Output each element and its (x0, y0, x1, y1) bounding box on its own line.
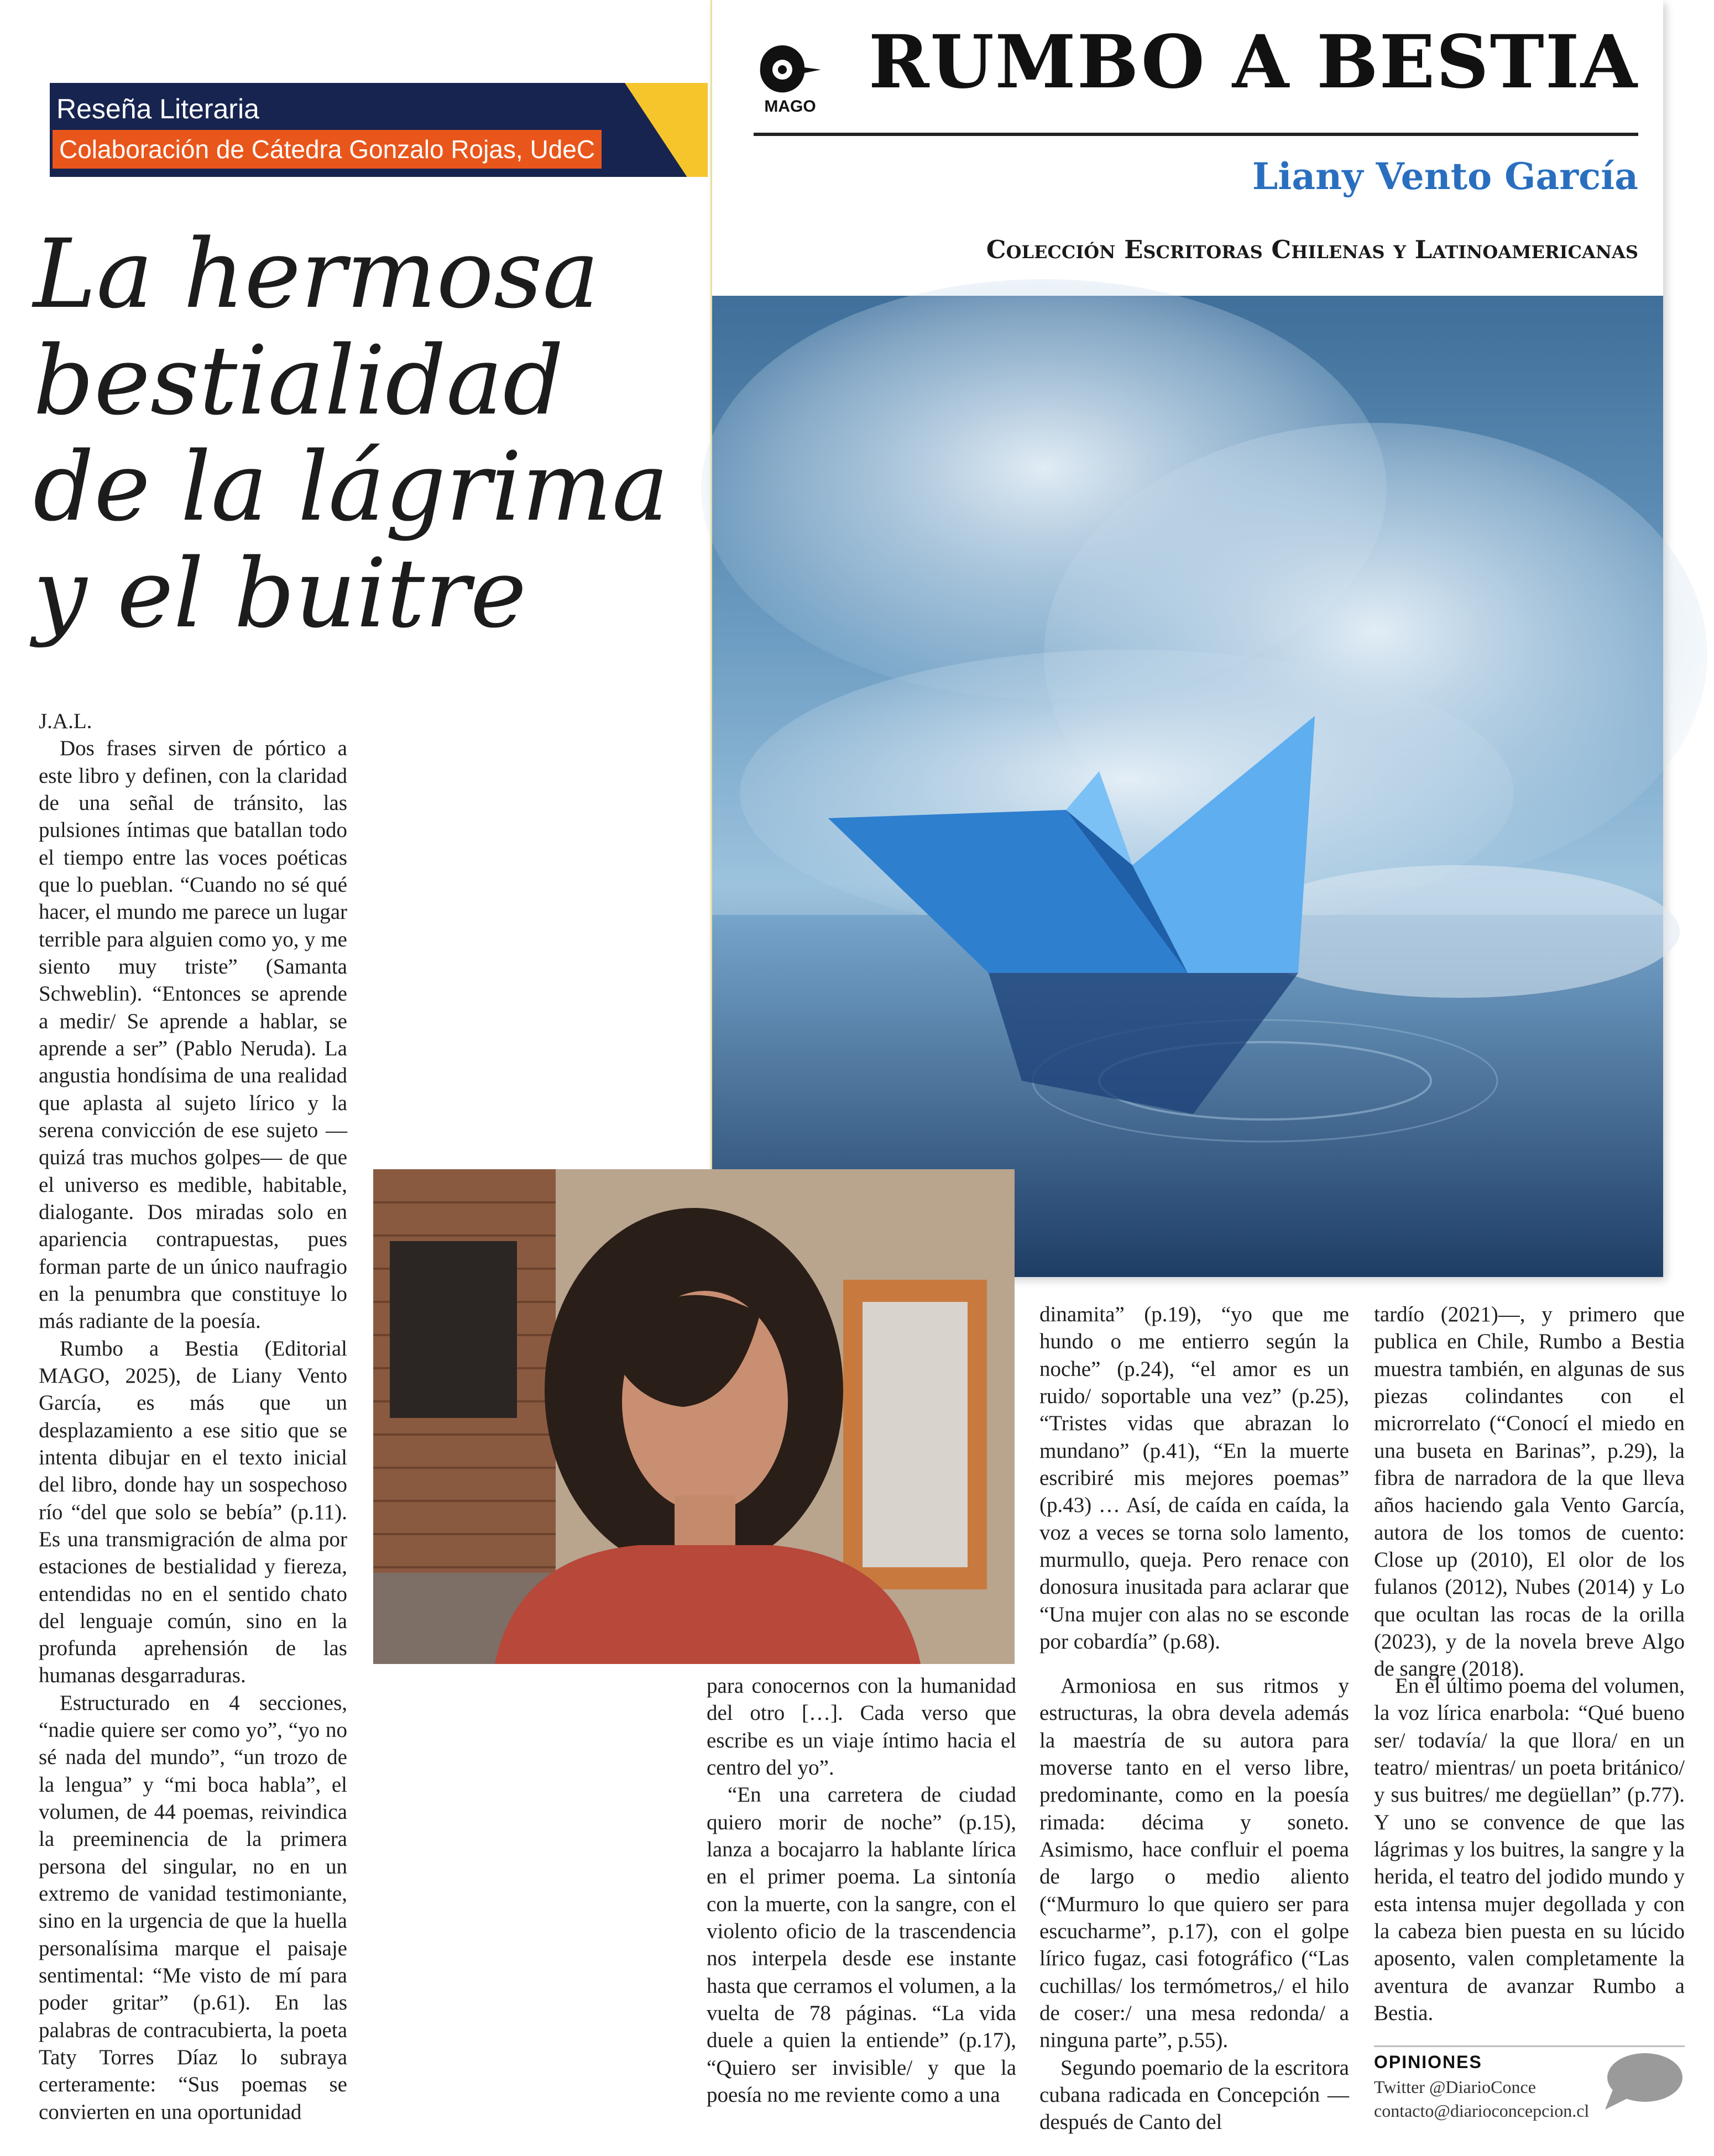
book-title: RUMBO A BESTIA (868, 19, 1638, 105)
article-column-4-top (1374, 1301, 1685, 1681)
publisher-logo (754, 39, 825, 116)
cover-divider (754, 133, 1638, 136)
article-paragraph: Segundo poemario de la escritora cubana radicada en Concepción —después de Canto del (1039, 2055, 1349, 2134)
headline-line-3: de la lágrima (33, 431, 669, 543)
footer-divider (1374, 2045, 1685, 2047)
opinions-label: OPINIONES (1374, 2052, 1482, 2072)
collaboration-label: Colaboración de Cátedra Gonzalo Rojas, UdeC (53, 130, 602, 169)
book-cover (710, 0, 1663, 1277)
article-paragraph: Dos frases sirven de pórtico a este libro y definen, con la claridad de una señal de tránsito, las pulsiones íntimas que batallan todo el tiempo entre las voces poéticas que lo pueblan. “Cuando no sé qué hacer, el mundo me parece un lugar terrible para alguien como yo, y me siento muy triste” (Samanta Schweblin). “Entonces se aprende a medir/ Se aprende a hablar, se aprende a ser” (Pablo Neruda). La angustia hondísima de una realidad que aplasta al sujeto lírico y la serena convicción de ese sujeto —quizá tras muchos golpes— de que el universo es medible, habitable, dialogante. Dos miradas solo en apariencia contrapuestas, pues forman parte de un único naufragio en la penumbra que constituye lo más radiante de la poesía. (39, 736, 347, 1333)
paper-boat-image (712, 296, 1663, 1277)
article-column-1 (39, 708, 347, 2134)
banner-yellow-accent (625, 83, 708, 177)
article-column-2 (707, 1672, 1016, 2137)
article-paragraph: para conocernos con la humanidad del otro […]. Cada verso que escribe es un viaje íntimo hacia el centro del yo”. (707, 1674, 1016, 1780)
article-paragraph: tardío (2021)—, y primero que publica en Chile, Rumbo a Bestia muestra también, en algunas de sus piezas colindantes con el microrrelato (“Conocí el miedo en una buseta en Barinas”, p.29), la fibra de narradora de la que lleva años haciendo gala Vento García, autora de los tomos de cuento: Close up (2010), El olor de los fulanos (2012), Nubes (2014) y Lo que ocultan las rocas de la orilla (2023), y de la novela breve Algo de sangre (2018). (1374, 1302, 1685, 1681)
article-headline (33, 218, 697, 649)
headline-line-2: bestialidad (33, 325, 564, 436)
twitter-handle[interactable]: Twitter @DiarioConce (1374, 2077, 1536, 2097)
section-label: Reseña Literaria (56, 93, 259, 124)
article-column-3-bottom (1039, 1672, 1349, 2137)
publisher-logo-text: MAGO (764, 97, 816, 116)
author-portrait-image (373, 1169, 1015, 1664)
article-paragraph: Rumbo a Bestia (Editorial MAGO, 2025), de Liany Vento García, es más que un desplazamiento a ese sitio que se intenta dibujar en el texto inicial del libro, donde hay un sospechoso río “del que solo se bebía” (p.11). Es una transmigración de alma por estaciones de bestialidad y fiereza, entendidas no en el sentido chato del lenguaje común, sino en la profunda aprehensión de las humanas desgarraduras. (39, 1336, 347, 1688)
article-paragraph: Armoniosa en sus ritmos y estructuras, la obra devela además la maestría de su autora para moverse tanto en el verso libre, predominante, como en la poesía rimada: décima y soneto. Asimismo, hace confluir el poema de largo o medio aliento (“Murmuro lo que quiero ser para escucharme”, p.17), con el golpe lírico fugaz, casi fotográfico (“Las cuchillas/ los termómetros,/ el hilo de coser:/ una mesa redonda/ a ninguna parte”, p.55). (1039, 1674, 1349, 2053)
article-paragraph: “En una carretera de ciudad quiero morir de noche” (p.15), lanza a bocajarro la hablante lírica en el primer poema. La sintonía con la muerte, con la sangre, con el violento oficio de la trascendencia nos interpela desde ese instante hasta que cerramos el volumen, a la vuelta de 78 páginas. “La vida duele a quien la entiende” (p.17), “Quiero ser invisible/ y que la poesía no me reviente como a una (707, 1783, 1016, 2107)
article-byline: J.A.L. (39, 709, 92, 733)
headline-line-1: La hermosa (33, 218, 599, 329)
article-column-4-bottom (1374, 1672, 1685, 2023)
article-paragraph: dinamita” (p.19), “yo que me hundo o me entierro según la noche” (p.24), “el amor es un ruido/ soportable una vez” (p.25), “Tristes vidas que abrazan lo mundano” (p.41), “En la muerte escribiré mis mejores poemas” (p.43) … Así, de caída en caída, la voz a veces se torna solo lamento, murmullo, queja. Pero renace con donosura inusitada para aclarar que “Una mujer con alas no se esconde por cobardía” (p.68). (1039, 1302, 1349, 1653)
book-author: Liany Vento García (1252, 155, 1638, 198)
contact-email[interactable]: contacto@diarioconcepcion.cl (1374, 2101, 1590, 2121)
article-paragraph: Estructurado en 4 secciones, “nadie quiere ser como yo”, “yo no sé nada del mundo”, “un trozo de la lengua” y “mi boca habla”, el volumen, de 44 poemas, reivindica la preeminencia de la primera persona del singular, no en un extremo de vanidad testimoniante, sino en la urgencia de que la huella personalísima marque el paisaje sentimental: “Me visto de mí para poder gritar” (p.61). En las palabras de contracubierta, la poeta Taty Torres Díaz lo subraya certeramente: “Sus poemas se convierten en una oportunidad (39, 1691, 347, 2124)
headline-line-4: y el buitre (33, 537, 527, 649)
section-banner (50, 83, 708, 177)
chat-bubble-icon (1601, 2051, 1684, 2112)
article-column-3-top (1039, 1301, 1349, 1660)
book-collection: Colección Escritoras Chilenas y Latinoamericanas (986, 235, 1638, 264)
article-paragraph: En el último poema del volumen, la voz lírica enarbola: “Qué bueno ser/ todavía/ la que llora/ en un teatro/ mientras/ un poeta británico/ y sus buitres/ me degüellan” (p.77). Y uno se convence de que las lágrimas y los buitres, la sangre y la herida, el teatro del jodido mundo y esta intensa mujer degollada y con la cabeza bien puesta en su lúcido aposento, valen completamente la aventura de avanzar Rumbo a Bestia. (1374, 1674, 1685, 2025)
